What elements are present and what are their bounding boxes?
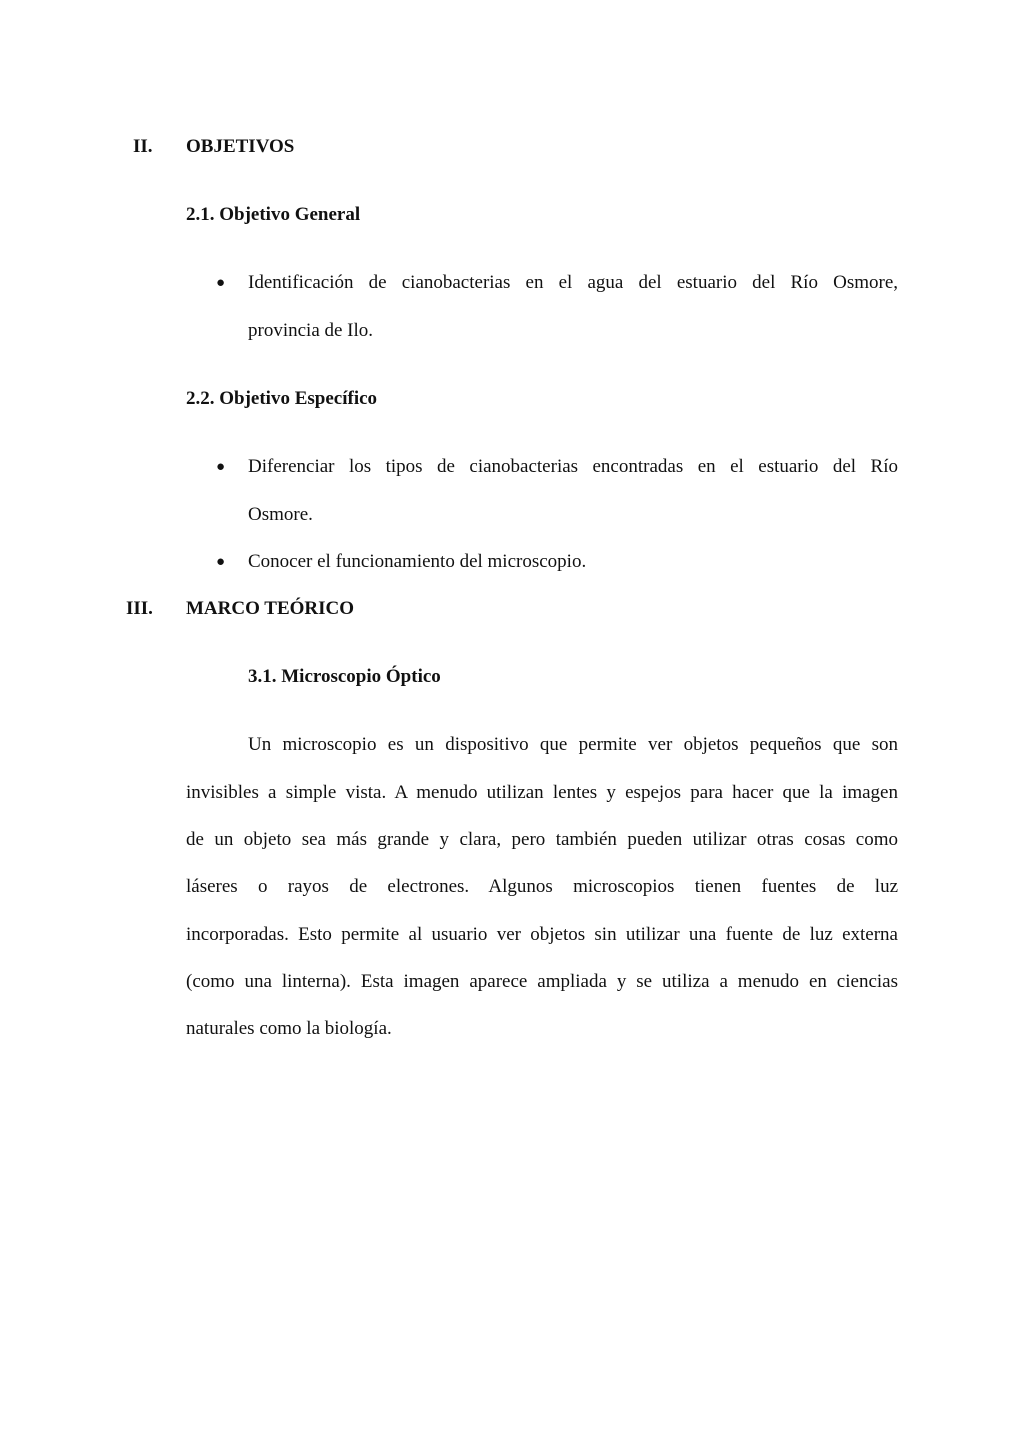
general-objective-line: Identificación de cianobacterias en el agua del estuario del Río Osmore,	[248, 272, 898, 293]
section-numeral-objetivos: II.	[133, 136, 153, 157]
section-numeral-marco: III.	[126, 598, 153, 619]
general-objective-line: provincia de Ilo.	[248, 320, 374, 341]
paragraph-line: incorporadas. Esto permite al usuario ver objetos sin utilizar una fuente de luz externa	[186, 924, 898, 945]
specific-objective-line: Conocer el funcionamiento del microscopio.	[248, 551, 587, 572]
microscopio-optico-heading: 3.1. Microscopio Óptico	[248, 666, 441, 687]
paragraph-line: naturales como la biología.	[186, 1018, 392, 1039]
bullet-icon: ●	[216, 275, 226, 291]
objetivo-especifico-heading: 2.2. Objetivo Específico	[186, 388, 378, 409]
specific-objective-line: Diferenciar los tipos de cianobacterias encontradas en el estuario del Río	[248, 456, 898, 477]
objetivo-general-heading: 2.1. Objetivo General	[186, 204, 361, 225]
bullet-icon: ●	[216, 459, 226, 475]
section-title-objetivos: OBJETIVOS	[186, 136, 295, 157]
paragraph-line: de un objeto sea más grande y clara, pero también pueden utilizar otras cosas como	[186, 829, 898, 850]
paragraph-line: (como una linterna). Esta imagen aparece ampliada y se utiliza a menudo en ciencias	[186, 971, 898, 992]
bullet-icon: ●	[216, 554, 226, 570]
section-title-marco: MARCO TEÓRICO	[186, 598, 355, 619]
paragraph-line: Un microscopio es un dispositivo que permite ver objetos pequeños que son	[248, 734, 898, 755]
specific-objective-line: Osmore.	[248, 504, 313, 525]
paragraph-line: láseres o rayos de electrones. Algunos microscopios tienen fuentes de luz	[186, 876, 898, 897]
paragraph-line: invisibles a simple vista. A menudo utilizan lentes y espejos para hacer que la imagen	[186, 782, 898, 803]
